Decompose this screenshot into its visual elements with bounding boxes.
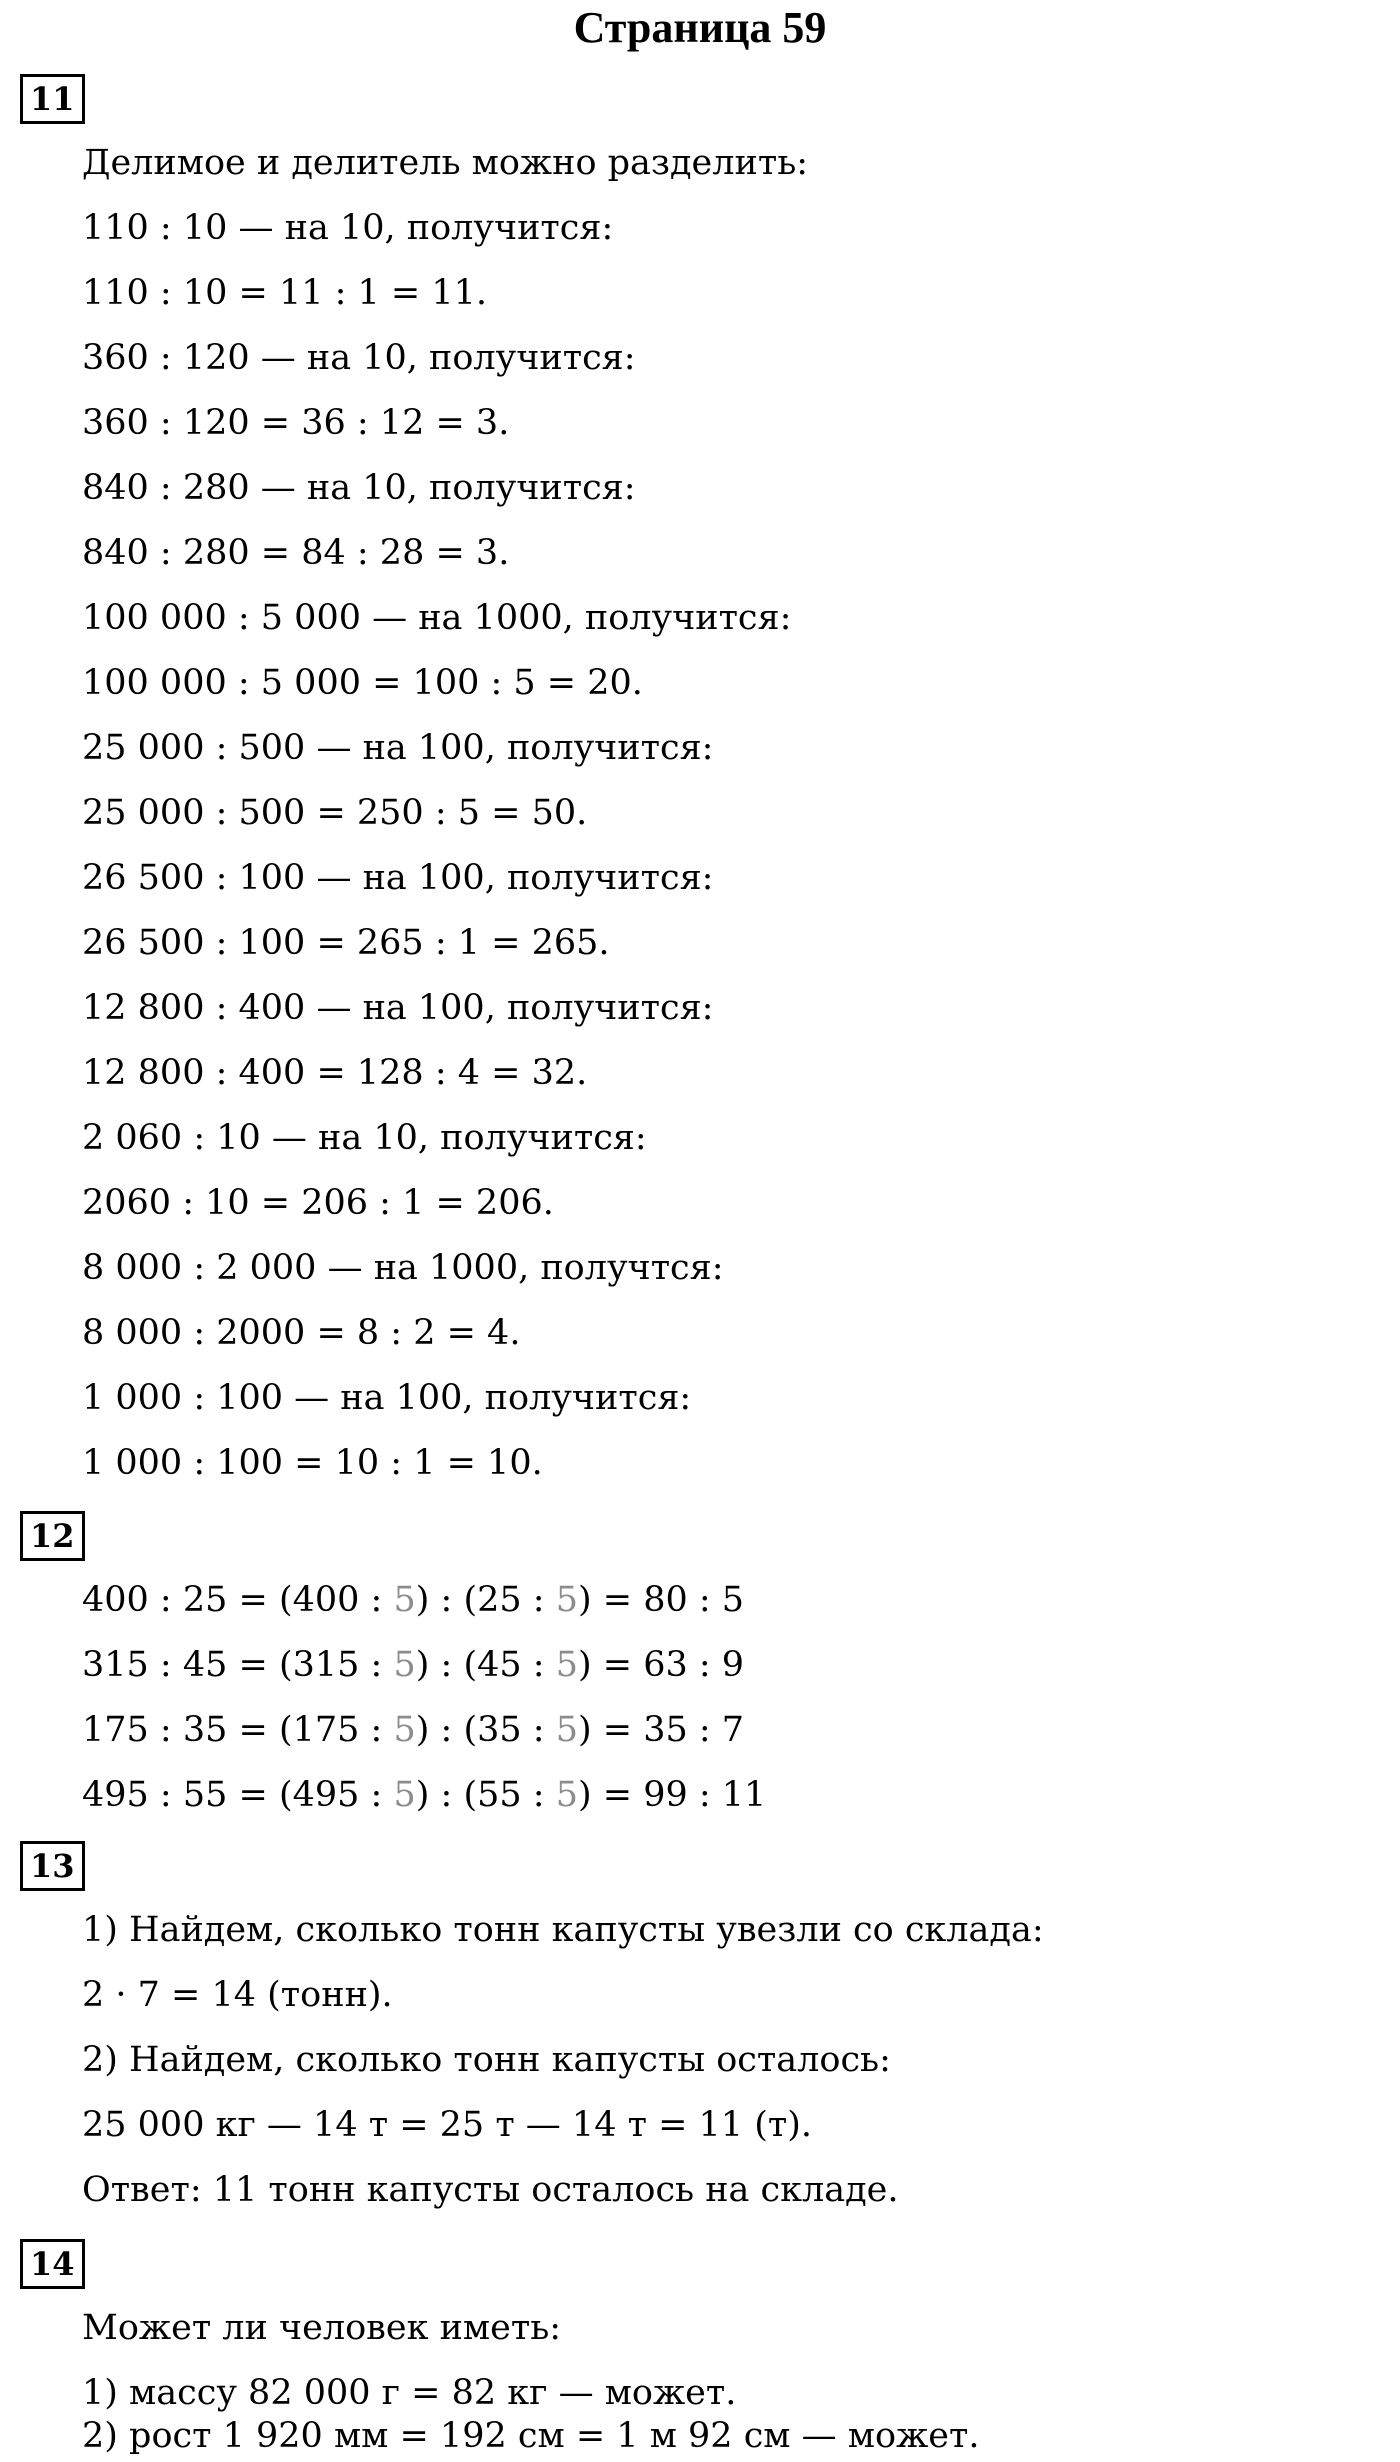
equation-middle: ) : (35 : bbox=[415, 1710, 556, 1750]
equation-right: ) = 80 : 5 bbox=[577, 1580, 745, 1620]
task-11-line: 2060 : 10 = 206 : 1 = 206. bbox=[82, 1183, 554, 1223]
task-11-line: 1 000 : 100 = 10 : 1 = 10. bbox=[82, 1443, 543, 1483]
task-11-line: 100 000 : 5 000 = 100 : 5 = 20. bbox=[82, 663, 643, 703]
task-11-line: 100 000 : 5 000 — на 1000, получится: bbox=[82, 598, 792, 638]
task-11-line: 360 : 120 = 36 : 12 = 3. bbox=[82, 403, 510, 443]
equation-right: ) = 63 : 9 bbox=[577, 1645, 745, 1685]
equation-middle: ) : (55 : bbox=[415, 1775, 556, 1815]
page-title: Страница 59 bbox=[573, 3, 827, 52]
highlighted-divisor: 5 bbox=[393, 1580, 416, 1620]
task-11-line: 12 800 : 400 — на 100, получится: bbox=[82, 988, 714, 1028]
task-11-line: 2 060 : 10 — на 10, получится: bbox=[82, 1118, 647, 1158]
task-14-line: Может ли человек иметь: bbox=[82, 2308, 562, 2348]
equation-left: 400 : 25 = (400 : bbox=[82, 1580, 394, 1620]
equation-right: ) = 35 : 7 bbox=[577, 1710, 745, 1750]
task-11-line: 25 000 : 500 — на 100, получится: bbox=[82, 728, 714, 768]
equation-left: 495 : 55 = (495 : bbox=[82, 1775, 394, 1815]
equation-middle: ) : (45 : bbox=[415, 1645, 556, 1685]
task-11-line: 26 500 : 100 = 265 : 1 = 265. bbox=[82, 923, 610, 963]
task-11-line: 1 000 : 100 — на 100, получится: bbox=[82, 1378, 692, 1418]
task-11-line: 840 : 280 = 84 : 28 = 3. bbox=[82, 533, 510, 573]
highlighted-divisor: 5 bbox=[393, 1775, 416, 1815]
task-11-line: 110 : 10 — на 10, получится: bbox=[82, 208, 614, 248]
highlighted-divisor: 5 bbox=[555, 1645, 578, 1685]
task-11-line: 110 : 10 = 11 : 1 = 11. bbox=[82, 273, 488, 313]
equation-left: 315 : 45 = (315 : bbox=[82, 1645, 394, 1685]
task-13-line: 1) Найдем, сколько тонн капусты увезли со склада: bbox=[82, 1910, 1044, 1950]
task-13-line: 25 000 кг — 14 т = 25 т — 14 т = 11 (т). bbox=[82, 2105, 812, 2145]
task-number-13: 13 bbox=[20, 1841, 85, 1891]
task-13-line: 2 · 7 = 14 (тонн). bbox=[82, 1975, 393, 2015]
equation-left: 175 : 35 = (175 : bbox=[82, 1710, 394, 1750]
task-number-14: 14 bbox=[20, 2239, 85, 2289]
task-11-line: 360 : 120 — на 10, получится: bbox=[82, 338, 636, 378]
task-11-line: 12 800 : 400 = 128 : 4 = 32. bbox=[82, 1053, 588, 1093]
task-11-line: 8 000 : 2 000 — на 1000, получтся: bbox=[82, 1248, 724, 1288]
task-11-line: 840 : 280 — на 10, получится: bbox=[82, 468, 636, 508]
task-12-equation bbox=[82, 1770, 766, 1820]
highlighted-divisor: 5 bbox=[555, 1710, 578, 1750]
task-14-line: 1) массу 82 000 г = 82 кг — может. bbox=[82, 2373, 737, 2413]
task-11-line: 25 000 : 500 = 250 : 5 = 50. bbox=[82, 793, 588, 833]
highlighted-divisor: 5 bbox=[555, 1580, 578, 1620]
task-11-line: 26 500 : 100 — на 100, получится: bbox=[82, 858, 714, 898]
task-number-11: 11 bbox=[20, 74, 85, 124]
task-13-answer: Ответ: 11 тонн капусты осталось на складе. bbox=[82, 2170, 899, 2210]
highlighted-divisor: 5 bbox=[393, 1710, 416, 1750]
highlighted-divisor: 5 bbox=[555, 1775, 578, 1815]
task-11-line: 8 000 : 2000 = 8 : 2 = 4. bbox=[82, 1313, 521, 1353]
task-13-line: 2) Найдем, сколько тонн капусты осталось: bbox=[82, 2040, 891, 2080]
task-11-intro: Делимое и делитель можно разделить: bbox=[82, 143, 809, 183]
task-12-equation bbox=[82, 1705, 744, 1755]
task-12-equation bbox=[82, 1575, 744, 1625]
equation-right: ) = 99 : 11 bbox=[577, 1775, 767, 1815]
equation-middle: ) : (25 : bbox=[415, 1580, 556, 1620]
highlighted-divisor: 5 bbox=[393, 1645, 416, 1685]
task-12-equation bbox=[82, 1640, 744, 1690]
task-number-12: 12 bbox=[20, 1511, 85, 1561]
task-14-line: 2) рост 1 920 мм = 192 см = 1 м 92 см — может. bbox=[82, 2416, 980, 2456]
